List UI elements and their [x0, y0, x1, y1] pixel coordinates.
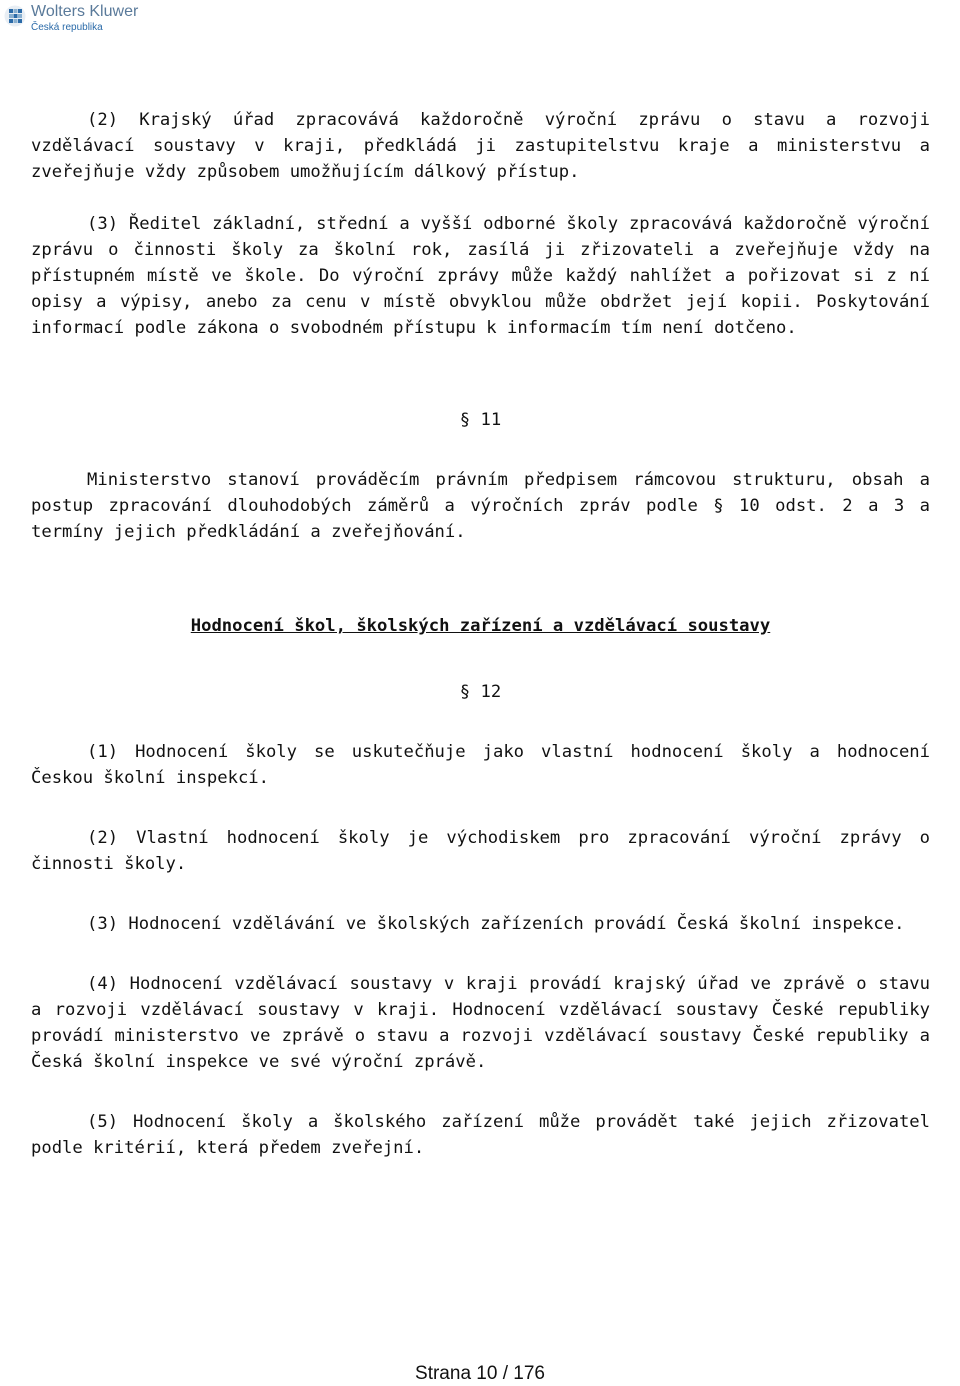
- page-number: Strana 10 / 176: [415, 1363, 545, 1384]
- document-body: [31, 107, 930, 1161]
- publisher-logo: [4, 3, 154, 35]
- paragraph-12-1: (1) Hodnocení školy se uskutečňuje jako vlastní hodnocení školy a hodnocení Českou školní inspekcí.: [31, 742, 930, 788]
- part-heading: Hodnocení škol, školských zařízení a vzdělávací soustavy: [190, 616, 771, 636]
- paragraph-11: Ministerstvo stanoví prováděcím právním předpisem rámcovou strukturu, obsah a postup zpracování dlouhodobých záměrů a výročních zpráv podle § 10 odst. 2 a 3 a termíny jejich předkládání a zveřejňování.: [31, 470, 930, 542]
- paragraph-12-2: (2) Vlastní hodnocení školy je východiskem pro zpracování výroční zprávy o činnosti školy.: [31, 828, 930, 874]
- wolters-kluwer-logo-icon: [4, 5, 26, 27]
- paragraph-10-2: (2) Krajský úřad zpracovává každoročně výroční zprávu o stavu a rozvoji vzdělávací soustavy v kraji, předkládá ji zastupitelstvu kraje a ministerstvu a zveřejňuje vždy způsobem umožňujícím dálkový přístup.: [31, 110, 930, 182]
- paragraph-12-4: (4) Hodnocení vzdělávací soustavy v kraji provádí krajský úřad ve zprávě o stavu a rozvoji vzdělávací soustavy v kraji. Hodnocení vzdělávací soustavy České republiky provádí ministerstvo ve zprávě o stavu a rozvoji vzdělávací soustavy České republiky a Česká školní inspekce ve své výroční zprávě.: [31, 974, 930, 1072]
- logo-sub-text: Česká republika: [31, 22, 103, 33]
- section-11-title: § 11: [459, 410, 502, 430]
- paragraph-10-3: (3) Ředitel základní, střední a vyšší odborné školy zpracovává každoročně výroční zprávu o činnosti školy za školní rok, zasílá ji zřizovateli a zveřejňuje vždy na přístupném místě ve škole. Do výroční zprávy může každý nahlížet a pořizovat si z ní opisy a výpisy, anebo za cenu v místě obvyklou může obdržet její kopii. Poskytování informací podle zákona o svobodném přístupu k informacím tím není dotčeno.: [31, 214, 930, 338]
- paragraph-12-5: (5) Hodnocení školy a školského zařízení může provádět také jejich zřizovatel podle kritérií, která předem zveřejní.: [31, 1112, 930, 1158]
- section-12-title: § 12: [459, 682, 502, 702]
- paragraph-12-3: (3) Hodnocení vzdělávání ve školských zařízeních provádí Česká školní inspekce.: [87, 914, 905, 934]
- logo-brand-text: Wolters Kluwer: [31, 3, 139, 20]
